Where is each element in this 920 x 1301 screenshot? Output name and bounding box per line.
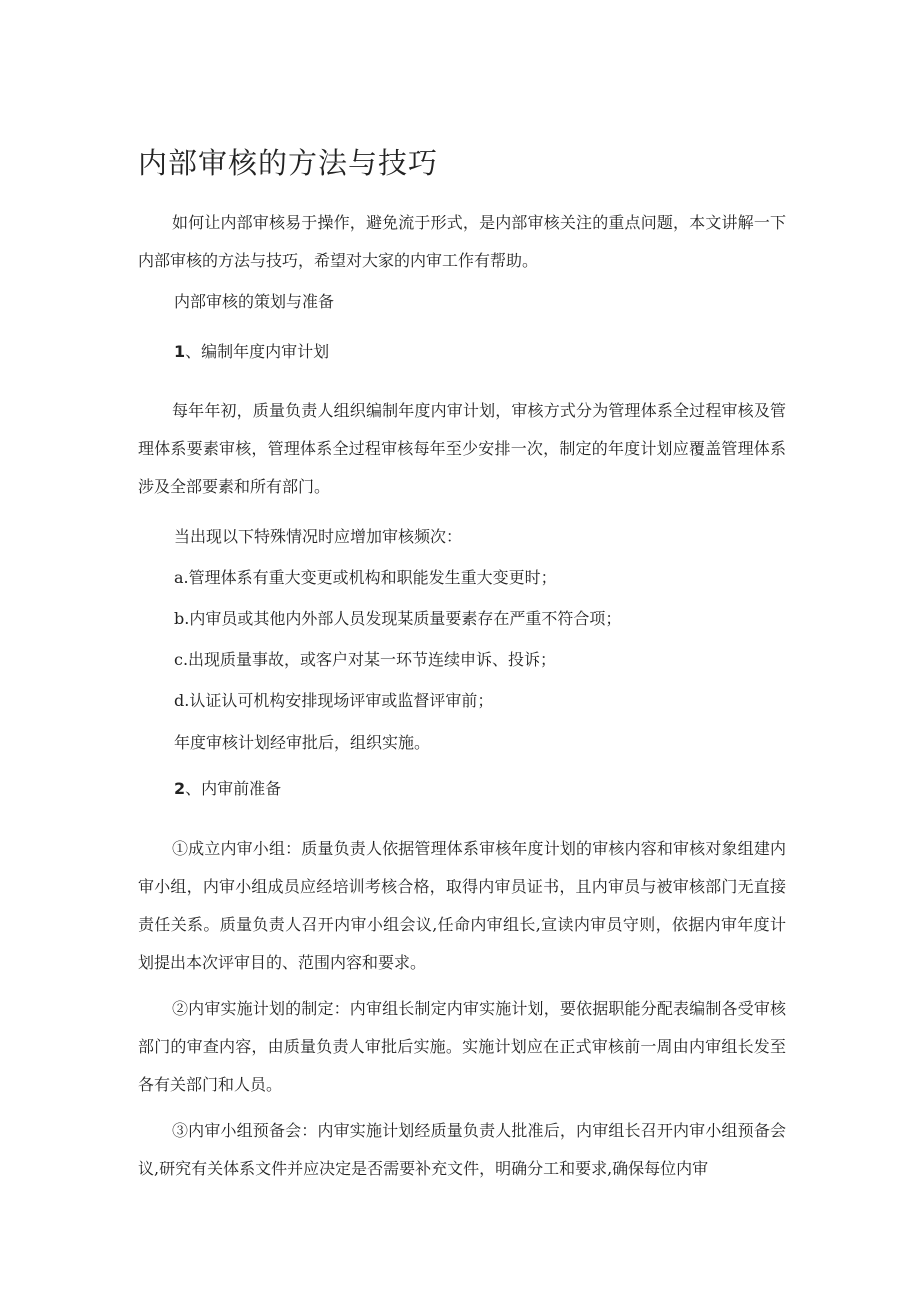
step-2-label: 、内审前准备 [185,779,282,798]
step-2-paragraph-1: ①成立内审小组：质量负责人依据管理体系审核年度计划的审核内容和审核对象组建内审小组，内审小组成员应经培训考核合格，取得内审员证书，且内审员与被审核部门无直接责任关系。质量负责人召开内审小组会议,任命内审组长,宣读内审员守则，依据内审年度计划提出本次评审目的、范围内容和要求。 [138,839,786,972]
step-1-label: 、编制年度内审计划 [185,342,330,361]
step-2-paragraph-3: ③内审小组预备会：内审实施计划经质量负责人批准后，内审组长召开内审小组预备会议,研究有关体系文件并应决定是否需要补充文件，明确分工和要求,确保每位内审 [138,1121,786,1178]
section-heading: 内部审核的策划与准备 [174,292,335,311]
step-1-number: 1 [174,342,186,361]
condition-b: b.内审员或其他内外部人员发现某质量要素存在严重不符合项； [174,609,622,628]
step-2-number: 2 [174,779,186,798]
increase-frequency-intro: 当出现以下特殊情况时应增加审核频次： [174,527,463,546]
step-2-heading [174,777,281,801]
document-title: 内部审核的方法与技巧 [138,146,439,180]
step-1-heading [174,340,329,364]
step-2-paragraph-2: ②内审实施计划的制定：内审组长制定内审实施计划，要依据职能分配表编制各受审核部门的审查内容，由质量负责人审批后实施。实施计划应在正式审核前一周由内审组长发至各有关部门和人员。 [138,999,786,1094]
condition-d: d.认证认可机构安排现场评审或监督评审前； [174,691,494,710]
approval-note: 年度审核计划经审批后，组织实施。 [174,733,431,752]
condition-a: a.管理体系有重大变更或机构和职能发生重大变更时； [174,568,557,587]
condition-c: c.出现质量事故，或客户对某一环节连续申诉、投诉； [174,650,557,669]
intro-paragraph: 如何让内部审核易于操作，避免流于形式，是内部审核关注的重点问题，本文讲解一下内部审核的方法与技巧，希望对大家的内审工作有帮助。 [138,213,786,270]
step-1-paragraph: 每年年初，质量负责人组织编制年度内审计划，审核方式分为管理体系全过程审核及管理体系要素审核，管理体系全过程审核每年至少安排一次，制定的年度计划应覆盖管理体系涉及全部要素和所有部门。 [138,401,786,496]
